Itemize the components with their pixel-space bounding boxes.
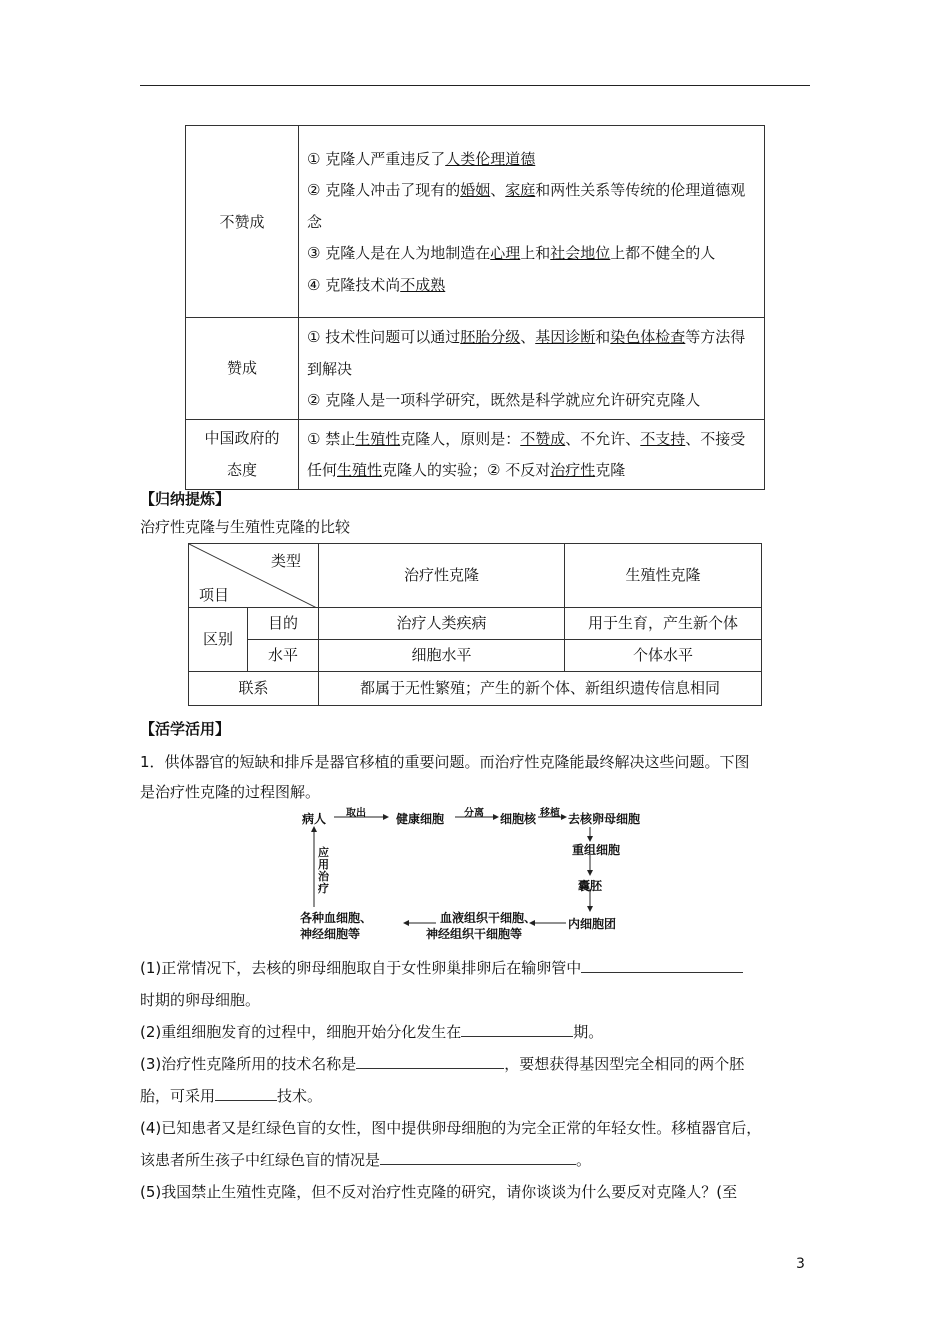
node-nucleus: 细胞核: [500, 812, 537, 826]
subq-3: (3)治疗性克隆所用的技术名称是 ，要想获得基因型完全相同的两个胚: [140, 1048, 820, 1080]
oppose-line-2: ② 克隆人冲击了现有的婚姻、家庭和两性关系等传统的伦理道德观念: [307, 181, 746, 231]
government-header: 中国政府的 态度: [186, 419, 299, 489]
question-1-line-2: 是治疗性克隆的过程图解。: [140, 783, 321, 801]
node-stem-cells-2: 神经组织干细胞等: [426, 927, 523, 941]
link-text: 都属于无性繁殖；产生的新个体、新组织遗传信息相同: [319, 672, 762, 706]
node-patient: 病人: [302, 812, 327, 826]
subq-3-cont: 胎，可采用 技术。: [140, 1080, 820, 1112]
blank-1[interactable]: [581, 954, 743, 973]
government-content: ① 禁止生殖性克隆人，原则是：不赞成、不允许、不支持、不接受任何生殖性克隆人的实验；② 不反对治疗性克隆: [299, 419, 765, 489]
debate-table: [185, 125, 765, 490]
oppose-header: 不赞成: [186, 126, 299, 318]
label-transplant: 移植: [540, 808, 560, 819]
support-line-2: ② 克隆人是一项科学研究，既然是科学就应允许研究克隆人: [307, 391, 701, 409]
node-blood-cells: 各种血细胞、: [300, 911, 373, 925]
header-rule: [140, 85, 810, 86]
subq-4: (4)已知患者又是红绿色盲的女性，图中提供卵母细胞的为完全正常的年轻女性。移植器官后，: [140, 1119, 762, 1137]
oppose-line-4: ④ 克隆技术尚不成熟: [307, 275, 446, 294]
node-healthy-cell: 健康细胞: [396, 812, 445, 826]
summary-title: 治疗性克隆与生殖性克隆的比较: [140, 518, 351, 536]
row-label: 目的: [248, 608, 319, 640]
col-therapeutic: 治疗性克隆: [319, 544, 565, 608]
node-inner-cell-mass: 内细胞团: [568, 917, 617, 931]
blank-4[interactable]: [215, 1082, 277, 1101]
page-number: 3: [796, 1256, 805, 1272]
blank-2[interactable]: [461, 1018, 573, 1037]
blank-3[interactable]: [356, 1050, 504, 1069]
label-apply-treat: 应用治疗: [318, 846, 329, 895]
blank-5[interactable]: [380, 1146, 576, 1165]
subq-2: (2)重组细胞发育的过程中，细胞开始分化发生在 期。: [140, 1016, 820, 1048]
corner-cell: [189, 544, 319, 608]
link-label: 联系: [189, 672, 319, 706]
oppose-content: [299, 126, 765, 318]
subq-1: (1)正常情况下，去核的卵母细胞取自于女性卵巢排卵后在输卵管中: [140, 952, 820, 984]
row-value: 用于生育，产生新个体: [565, 608, 762, 640]
support-header: 赞成: [186, 318, 299, 420]
row-label: 水平: [248, 640, 319, 672]
summary-heading: 【归纳提炼】: [140, 490, 231, 508]
col-reproductive: 生殖性克隆: [565, 544, 762, 608]
node-stem-cells-1: 血液组织干细胞、: [440, 911, 537, 925]
row-value: 治疗人类疾病: [319, 608, 565, 640]
diff-label: 区别: [189, 608, 248, 672]
support-line-1: ① 技术性问题可以通过胚胎分级、基因诊断和染色体检查等方法得到解决: [307, 328, 746, 378]
label-take: 取出: [346, 808, 366, 819]
node-recombined-cell: 重组细胞: [572, 843, 621, 857]
practice-heading: 【活学活用】: [140, 720, 231, 738]
support-content: [299, 318, 765, 420]
corner-type: 类型: [271, 552, 302, 570]
question-1-line-1: 1．供体器官的短缺和排斥是器官移植的重要问题。而治疗性克隆能最终解决这些问题。下图: [140, 753, 750, 771]
row-value: 细胞水平: [319, 640, 565, 672]
label-separate: 分离: [464, 808, 484, 819]
oppose-line-3: ③ 克隆人是在人为地制造在心理上和社会地位上都不健全的人: [307, 244, 716, 263]
node-blastocyst: 囊胚: [578, 879, 603, 893]
subq-4-cont: 该患者所生孩子中红绿色盲的情况是 。: [140, 1144, 820, 1176]
corner-item: 项目: [199, 586, 230, 604]
cloning-diagram: [300, 803, 660, 943]
node-enucleated-egg: 去核卵母细胞: [568, 812, 641, 826]
row-value: 个体水平: [565, 640, 762, 672]
comparison-table: [188, 543, 762, 706]
subq-1-cont: 时期的卵母细胞。: [140, 991, 261, 1009]
oppose-line-1: ① 克隆人严重违反了人类伦理道德: [307, 149, 536, 168]
subq-5: (5)我国禁止生殖性克隆，但不反对治疗性克隆的研究，请你谈谈为什么要反对克隆人？(至: [140, 1183, 738, 1201]
node-nerve-cells: 神经细胞等: [300, 927, 361, 941]
